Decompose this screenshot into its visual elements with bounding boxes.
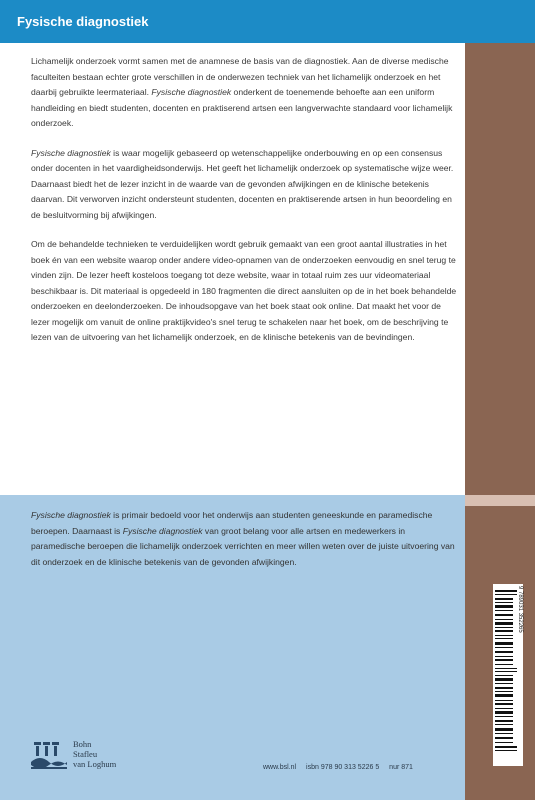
- barcode-digits: 9 789031 352265: [517, 586, 523, 633]
- paragraph-audience: [31, 508, 457, 570]
- bsl-logo-icon: [31, 740, 67, 770]
- publisher-logo: [31, 736, 171, 776]
- audience-text: [31, 508, 457, 570]
- paragraph-text: is waar mogelijk gebaseerd op wetenschappelijke onderbouwing en op een consensus onder docenten in het vaardigheidsonderwijs. Het geeft het lichamelijk onderzoek op systematische wijze weer. Daarnaast biedt het de lezer inzicht in de waarde van de gevonden afwijkingen en de klinische betekenis daarvan. Dit verworven inzicht ondersteunt studenten, docenten en praktiserende artsen in hun beoordeling en de besluitvorming bij afwijkingen.: [31, 147, 454, 220]
- website-link: www.bsl.nl: [263, 764, 297, 771]
- paragraph-text: is primair bedoeld voor het onderwijs aan studenten geneeskunde en paramedische beroepen. Daarnaast is: [31, 510, 433, 536]
- sidebar-brown-block: [465, 43, 535, 495]
- book-title-italic: Fysische diagnostiek: [122, 525, 203, 536]
- paragraph-website: [31, 237, 457, 346]
- paragraph-text: Lichamelijk onderzoek vormt samen met de anamnese de basis van de diagnostiek. Aan de diverse medische faculteiten bestaan echter grote verschillen in de onderwezen techniek van het lichamelijk onderzoek en het daarbij gebruikte leermateriaal.: [31, 56, 449, 97]
- paragraph-text: van groot belang voor alle artsen en medewerkers in paramedische beroepen die lichamelijk onderzoek verrichten en meer willen weten over de juiste uitvoering van dit onderzoek en de klinische betekenis van de gevonden afwijkingen.: [31, 525, 455, 567]
- book-title-italic: Fysische diagnostiek: [31, 510, 111, 520]
- publisher-line: van Loghum: [73, 759, 117, 769]
- isbn-number: isbn 978 90 313 5226 5: [306, 764, 380, 771]
- paragraph-text: onderkent de toenemende behoefte aan een uniform handleiding en biedt studenten, docenten en praktiserend artsen een langverwachte standaard voor lichamelijk onderzoek.: [31, 87, 453, 128]
- publisher-name: [73, 739, 116, 769]
- book-title-italic: Fysische diagnostiek: [151, 87, 232, 97]
- barcode-bars: [495, 590, 517, 760]
- paragraph-intro: [31, 54, 457, 132]
- page-title: Fysische diagnostiek: [17, 14, 149, 29]
- sidebar-light-band: [465, 495, 535, 506]
- description-text: [31, 54, 457, 360]
- footer-meta: [263, 764, 421, 771]
- publisher-line: Stafleu: [73, 749, 98, 759]
- book-title-italic: Fysische diagnostiek: [31, 147, 111, 158]
- publisher-line: Bohn: [73, 739, 92, 749]
- sidebar-top-block: [465, 0, 535, 43]
- paragraph-text: Om de behandelde technieken te verduidelijken wordt gebruik gemaakt van een groot aantal illustraties in het boek én van een website waarop onder andere video-opnamen van de onderzoeken eenvoudig en snel terug te vinden zijn. De lezer heeft kosteloos toegang tot deze website, waar in totaal ruim zes uur videomateriaal beschikbaar is. Dit materiaal is opgedeeld in 180 fragmenten die direct aansluiten op de in het boek behandelde onderzoeken en deelonderzoeken. De inhoudsopgave van het boek staat ook online. Dat maakt het voor de lezer mogelijk om vanuit de online praktijkvideo's snel terug te schakelen naar het boek, om de beschrijving te lezen van de uitvoering van het lichamelijk onderzoek, en de klinische betekenis van de bevindingen.: [31, 239, 457, 342]
- paragraph-basis: [31, 146, 457, 224]
- nur-code: nur 871: [389, 764, 413, 771]
